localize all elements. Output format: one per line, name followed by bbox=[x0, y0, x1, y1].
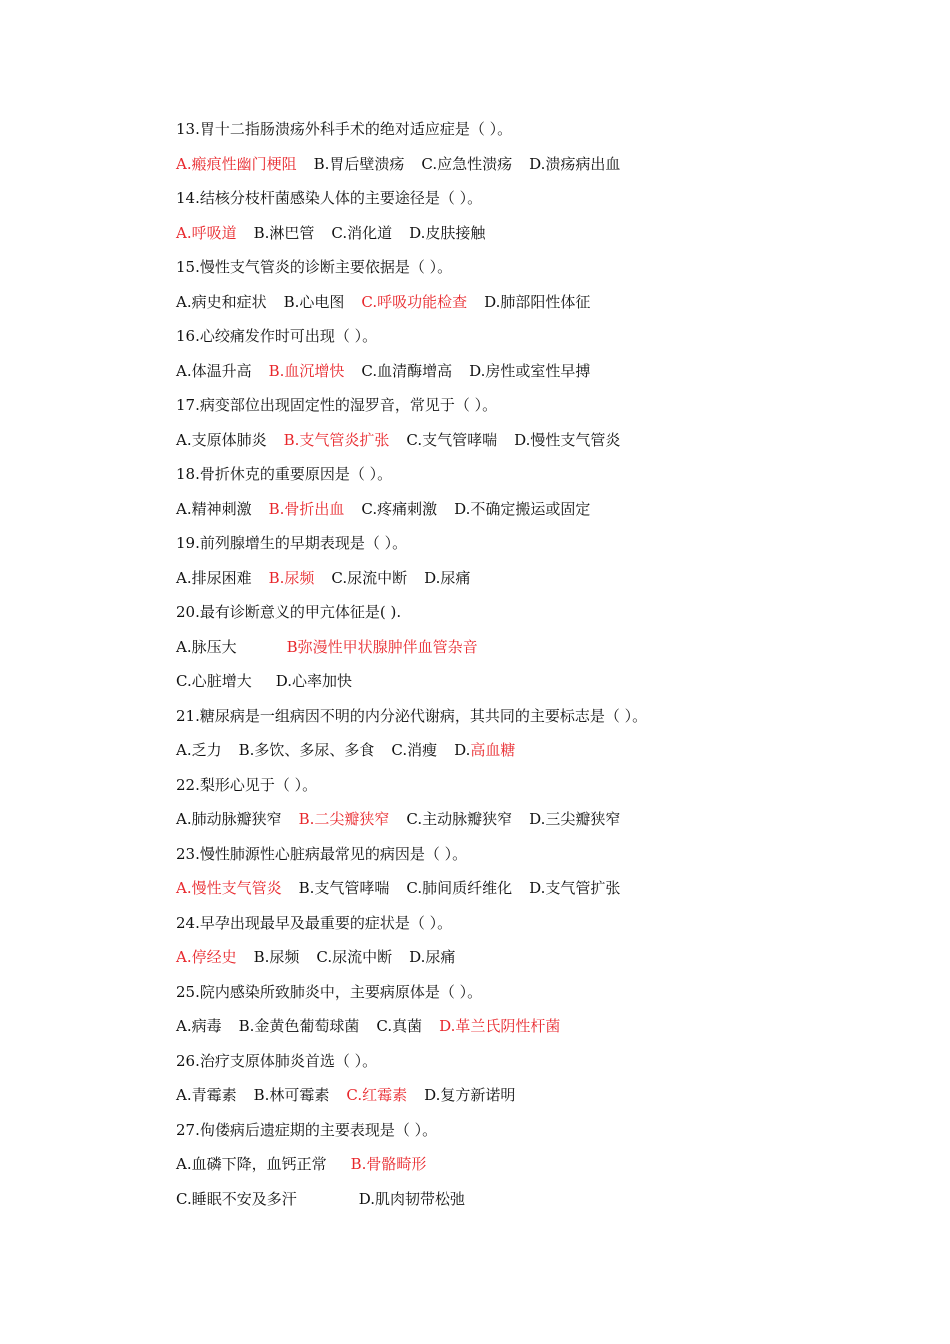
answer-option bbox=[454, 738, 515, 762]
option: A.体温升高 bbox=[176, 361, 252, 380]
option: D.房性或室性早搏 bbox=[469, 361, 591, 380]
answer-option: A.慢性支气管炎 bbox=[176, 879, 282, 897]
option: C.应急性溃疡 bbox=[421, 154, 513, 173]
option: D.尿痛 bbox=[409, 948, 456, 966]
question-stem: 25.院内感染所致肺炎中，主要病原体是（ ）。 bbox=[176, 982, 483, 1001]
option-row bbox=[176, 428, 620, 452]
option-row bbox=[176, 669, 352, 693]
option: D.三尖瓣狭窄 bbox=[529, 810, 621, 828]
option: B.林可霉素 bbox=[253, 1086, 330, 1104]
option: B.淋巴管 bbox=[253, 223, 315, 242]
option-row bbox=[176, 221, 485, 245]
option: A.脉压大 bbox=[176, 637, 237, 656]
option: D.支气管扩张 bbox=[529, 879, 621, 897]
answer-option: C.呼吸功能检查 bbox=[361, 292, 468, 311]
option: B.尿频 bbox=[253, 948, 300, 966]
option-row bbox=[176, 359, 590, 383]
option: D.不确定搬运或固定 bbox=[454, 499, 591, 518]
option: D.肺部阳性体征 bbox=[484, 292, 591, 311]
option: D.肌肉韧带松弛 bbox=[358, 1189, 465, 1208]
answer-option: A.呼吸道 bbox=[176, 223, 237, 242]
option-row bbox=[176, 945, 455, 969]
option-row bbox=[176, 1187, 465, 1211]
option: A.病毒 bbox=[176, 1017, 222, 1035]
question-stem: 24.早孕出现最早及最重要的症状是（ ）。 bbox=[176, 913, 453, 932]
question-stem: 14.结核分枝杆菌感染人体的主要途径是（ ）。 bbox=[176, 189, 483, 207]
option: D.复方新诺明 bbox=[424, 1086, 516, 1104]
option-row bbox=[176, 807, 620, 831]
question-stem: 18.骨折休克的重要原因是（ ）。 bbox=[176, 465, 393, 483]
option: C.心脏增大 bbox=[176, 672, 252, 690]
answer-option: D.革兰氏阴性杆菌 bbox=[439, 1017, 561, 1035]
option-row bbox=[176, 1083, 515, 1107]
option: C.真菌 bbox=[376, 1017, 423, 1035]
option-row bbox=[176, 738, 515, 762]
option: D.溃疡病出血 bbox=[529, 154, 621, 173]
question-stem: 23.慢性肺源性心脏病最常见的病因是（ ）。 bbox=[176, 844, 468, 863]
question-stem: 26.治疗支原体肺炎首选（ ）。 bbox=[176, 1051, 378, 1070]
answer-text: 高血糖 bbox=[470, 741, 516, 759]
option-row bbox=[176, 635, 478, 659]
option: C.主动脉瓣狭窄 bbox=[406, 810, 513, 828]
option-row bbox=[176, 497, 590, 521]
option-row bbox=[176, 152, 620, 176]
answer-option: B.二尖瓣狭窄 bbox=[298, 810, 390, 828]
answer-option: C.红霉素 bbox=[346, 1086, 408, 1104]
question-stem: 21.糖尿病是一组病因不明的内分泌代谢病，其共同的主要标志是（ ）。 bbox=[176, 706, 648, 725]
option: B.金黄色葡萄球菌 bbox=[238, 1017, 360, 1035]
question-stem: 27.佝偻病后遗症期的主要表现是（ ）。 bbox=[176, 1120, 438, 1139]
option: C.肺间质纤维化 bbox=[406, 879, 513, 897]
answer-option: B.支气管炎扩张 bbox=[283, 430, 390, 449]
answer-option: A.瘢痕性幽门梗阻 bbox=[176, 154, 297, 173]
option-row bbox=[176, 1152, 426, 1176]
question-stem: 15.慢性支气管炎的诊断主要依据是（ ）。 bbox=[176, 258, 453, 276]
option: D.慢性支气管炎 bbox=[514, 430, 621, 449]
option: A.青霉素 bbox=[176, 1086, 237, 1104]
question-stem: 13.胃十二指肠溃疡外科手术的绝对适应症是（ ）。 bbox=[176, 120, 513, 138]
answer-option: B弥漫性甲状腺肿伴血管杂音 bbox=[286, 637, 478, 656]
option: A.病史和症状 bbox=[176, 292, 267, 311]
answer-option: B.血沉增快 bbox=[268, 361, 345, 380]
answer-option: B.骨折出血 bbox=[268, 499, 345, 518]
option: D.尿痛 bbox=[424, 568, 471, 587]
option: C.消瘦 bbox=[391, 741, 438, 759]
answer-option: B.尿频 bbox=[268, 568, 315, 587]
option: C.疼痛刺激 bbox=[361, 499, 438, 518]
question-stem: 17.病变部位出现固定性的湿罗音，常见于（ ）。 bbox=[176, 396, 498, 414]
option: A.排尿困难 bbox=[176, 568, 252, 587]
option: B.支气管哮喘 bbox=[298, 879, 390, 897]
option: B.胃后壁溃疡 bbox=[313, 154, 405, 173]
option: A.血磷下降，血钙正常 bbox=[176, 1155, 327, 1173]
option-row bbox=[176, 566, 470, 590]
option-row bbox=[176, 1014, 560, 1038]
option: A.精神刺激 bbox=[176, 499, 252, 518]
question-stem: 22.梨形心见于（ ）。 bbox=[176, 775, 318, 794]
option: C.消化道 bbox=[331, 223, 393, 242]
option: A.肺动脉瓣狭窄 bbox=[176, 810, 282, 828]
option-prefix: D. bbox=[454, 741, 471, 759]
option: D.心率加快 bbox=[275, 672, 352, 690]
option: C.血清酶增高 bbox=[361, 361, 453, 380]
option: A.支原体肺炎 bbox=[176, 430, 267, 449]
option: D.皮肤接触 bbox=[409, 223, 486, 242]
option: C.睡眠不安及多汗 bbox=[176, 1189, 297, 1208]
question-stem: 19.前列腺增生的早期表现是（ ）。 bbox=[176, 534, 408, 552]
answer-option: B.骨骼畸形 bbox=[350, 1155, 427, 1173]
question-stem: 16.心绞痛发作时可出现（ ）。 bbox=[176, 327, 378, 345]
option-row bbox=[176, 876, 620, 900]
option: A.乏力 bbox=[176, 741, 222, 759]
option: C.支气管哮喘 bbox=[406, 430, 498, 449]
option: B.多饮、多尿、多食 bbox=[238, 741, 375, 759]
option: C.尿流中断 bbox=[331, 568, 408, 587]
answer-option: A.停经史 bbox=[176, 948, 237, 966]
option: B.心电图 bbox=[283, 292, 345, 311]
option-row bbox=[176, 290, 590, 314]
question-stem: 20.最有诊断意义的甲亢体征是( ). bbox=[176, 603, 402, 621]
option: C.尿流中断 bbox=[316, 948, 393, 966]
